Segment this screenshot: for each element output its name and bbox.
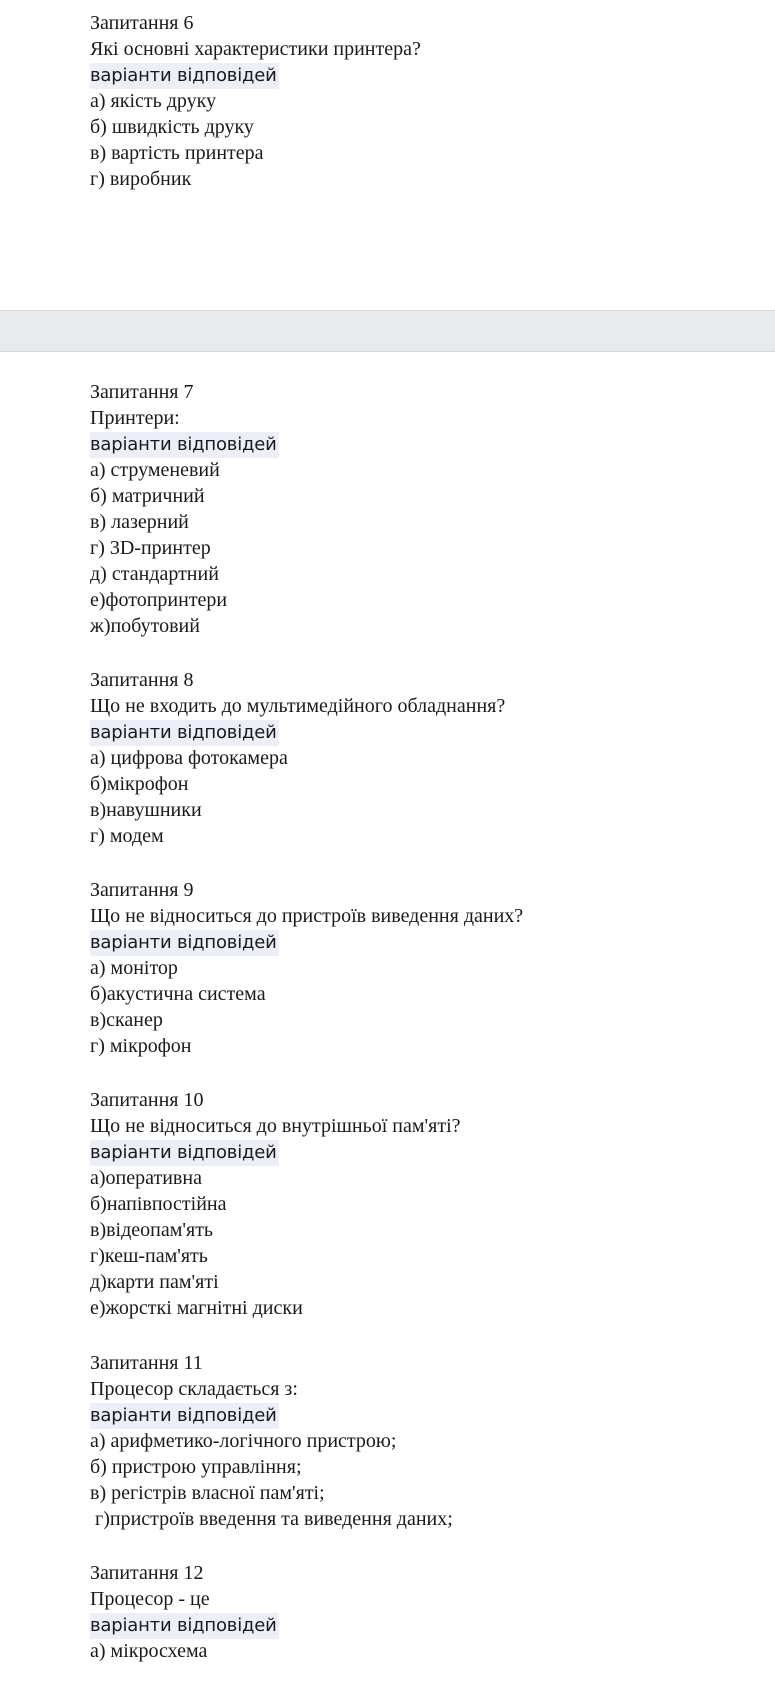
page-separator — [0, 310, 775, 352]
answer-option: а) якість друку — [90, 90, 217, 112]
question-text: Що не входить до мультимедійного обладнання? — [90, 695, 506, 717]
answer-variants-label: варіанти відповідей — [90, 1140, 279, 1166]
answer-variants-label: варіанти відповідей — [90, 930, 279, 956]
question-8 — [90, 667, 760, 849]
question-title: Запитання 7 — [90, 381, 194, 403]
answer-option: а) струменевий — [90, 459, 220, 481]
question-title: Запитання 6 — [90, 12, 194, 34]
answer-option: д) стандартний — [90, 563, 219, 585]
answer-option: ж)побутовий — [90, 615, 200, 637]
question-title: Запитання 12 — [90, 1562, 204, 1584]
question-text: Процесор - це — [90, 1588, 210, 1610]
answer-option: б)мікрофон — [90, 773, 189, 795]
answer-variants-label: варіанти відповідей — [90, 1403, 279, 1429]
answer-option: д)карти пам'яті — [90, 1271, 219, 1293]
answer-option: г) модем — [90, 825, 164, 847]
answer-option: б) матричний — [90, 485, 205, 507]
question-11 — [90, 1350, 760, 1532]
answer-option: г)кеш-пам'ять — [90, 1245, 208, 1267]
question-6 — [90, 10, 760, 192]
answer-variants-label: варіанти відповідей — [90, 720, 279, 746]
answer-option: б) пристрою управління; — [90, 1456, 302, 1478]
question-text: Які основні характеристики принтера? — [90, 38, 421, 60]
answer-variants-label: варіанти відповідей — [90, 1613, 279, 1639]
answer-option: г) виробник — [90, 168, 192, 190]
answer-option: е)жорсткі магнітні диски — [90, 1297, 303, 1319]
answer-option: в)відеопам'ять — [90, 1219, 214, 1241]
question-text: Процесор складається з: — [90, 1378, 298, 1400]
question-12 — [90, 1560, 760, 1664]
answer-option: а) мікросхема — [90, 1640, 208, 1662]
answer-option: в)навушники — [90, 799, 202, 821]
question-9 — [90, 877, 760, 1059]
question-title: Запитання 8 — [90, 669, 194, 691]
answer-option: в) вартість принтера — [90, 142, 264, 164]
question-title: Запитання 10 — [90, 1089, 204, 1111]
answer-option: г) 3D-принтер — [90, 537, 211, 559]
question-text: Принтери: — [90, 407, 180, 429]
document-page-bottom — [0, 352, 775, 1692]
answer-option: б)акустична система — [90, 983, 266, 1005]
answer-option: а)оперативна — [90, 1167, 202, 1189]
question-text: Що не відноситься до пристроїв виведення даних? — [90, 905, 524, 927]
answer-option: г) мікрофон — [90, 1035, 192, 1057]
question-text: Що не відноситься до внутрішньої пам'яті? — [90, 1115, 461, 1137]
answer-option: б)напівпостійна — [90, 1193, 227, 1215]
answer-option: е)фотопринтери — [90, 589, 228, 611]
document-page-top — [0, 0, 775, 310]
answer-option: б) швидкість друку — [90, 116, 254, 138]
answer-variants-label: варіанти відповідей — [90, 432, 279, 458]
question-title: Запитання 11 — [90, 1352, 203, 1374]
answer-option: а) цифрова фотокамера — [90, 747, 288, 769]
question-title: Запитання 9 — [90, 879, 194, 901]
answer-option: в)сканер — [90, 1009, 163, 1031]
answer-option: а) монітор — [90, 957, 178, 979]
answer-option: в) лазерний — [90, 511, 189, 533]
answer-option: г)пристроїв введення та виведення даних; — [95, 1508, 453, 1530]
answer-option: в) регістрів власної пам'яті; — [90, 1482, 325, 1504]
answer-variants-label: варіанти відповідей — [90, 63, 279, 89]
question-7 — [90, 379, 760, 639]
question-10 — [90, 1087, 760, 1321]
answer-option: а) арифметико-логічного пристрою; — [90, 1430, 397, 1452]
